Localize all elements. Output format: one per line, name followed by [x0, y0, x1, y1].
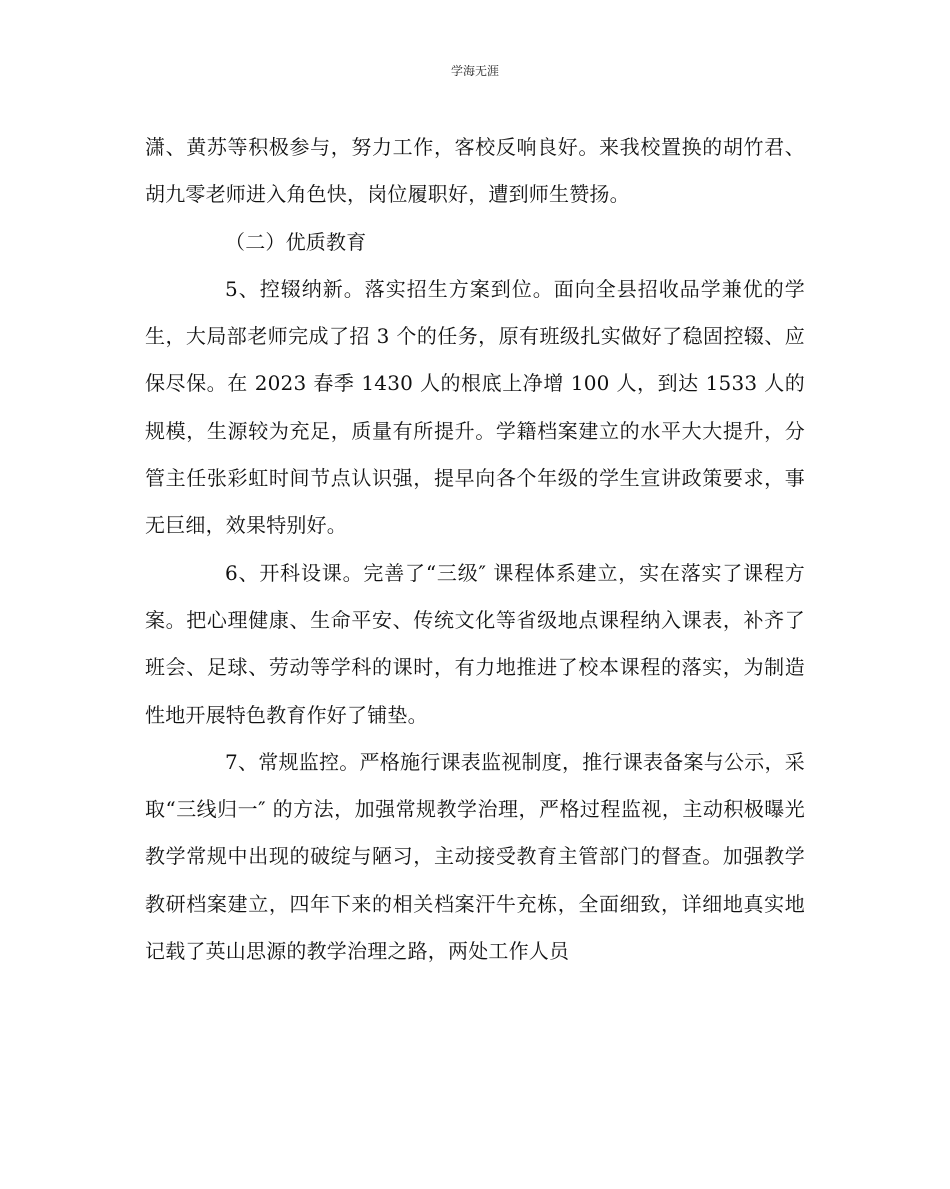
section-heading: （二）优质教育: [225, 229, 367, 254]
paragraph-item-6: 6、开科设课。完善了“三级″ 课程体系建立，实在落实了课程方案。把心理健康、生命平安、传统文化等省级地点课程纳入课表，补齐了班会、足球、劳动等学科的课时，有力地推进了校本课程的落实，为制造性地开展特色教育作好了铺垫。: [145, 560, 805, 727]
paragraph-item-7: 7、常规监控。严格施行课表监视制度，推行课表备案与公示，采取“三线归一″ 的方法，加强常规教学治理，严格过程监视，主动积极曝光教学常规中出现的破绽与陋习，主动接受教育主管部门的督查。加强教学教研档案建立，四年下来的相关档案汗牛充栋，全面细致，详细地真实地记载了英山思源的教学治理之路，两处工作人员: [145, 749, 805, 964]
paragraph-item-5: 5、控辍纳新。落实招生方案到位。面向全县招收品学兼优的学生，大局部老师完成了招 3 个的任务，原有班级扎实做好了稳固控辍、应保尽保。在 2023 春季 1430 人的根底上净增 100 人，到达 1533 人的规模，生源较为充足，质量有所提升。学籍档案建立的水平大大提升，分管主任张彩虹时间节点认识强，提早向各个年级的学生宣讲政策要求，事无巨细，效果特别好。: [145, 276, 805, 538]
document-body: [145, 124, 805, 975]
paragraph-continued: 潇、黄苏等积极参与，努力工作，客校反响良好。来我校置换的胡竹君、胡九零老师进入角色快，岗位履职好，遭到师生赞扬。: [145, 135, 805, 207]
page-header: 学海无涯: [450, 64, 499, 78]
